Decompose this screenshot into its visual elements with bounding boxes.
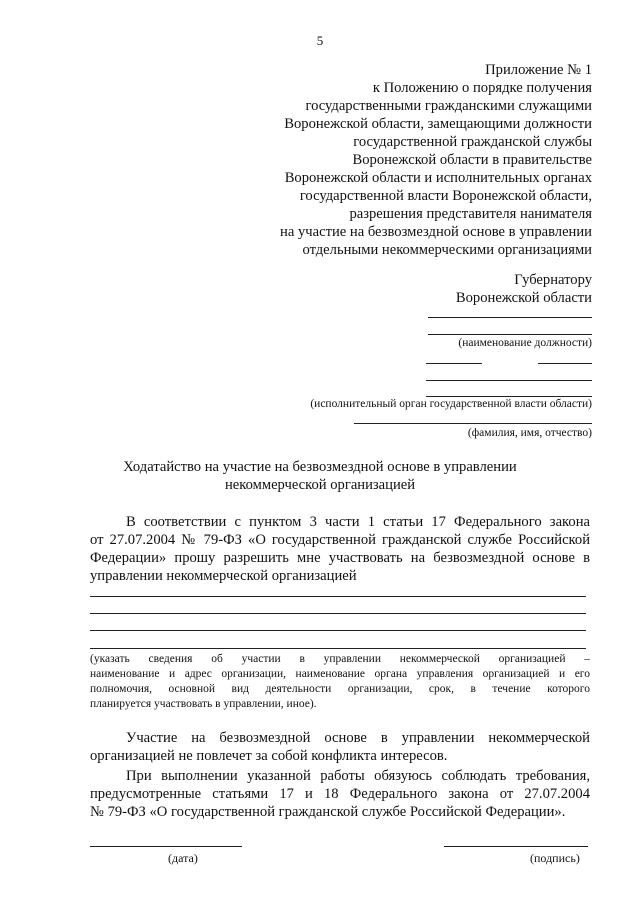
- appendix-line: Воронежской области, замещающими должности: [284, 116, 592, 132]
- blank-line: [90, 613, 586, 614]
- addressee-block: [456, 271, 592, 307]
- paragraph-line: Федерации» прошу разрешить мне участвовать на безвозмездной основе в: [90, 550, 590, 566]
- blank-line: [90, 648, 586, 649]
- hint-line: планируется участвовать в управлении, иное).: [90, 698, 317, 710]
- addressee-line: Воронежской области: [455, 290, 592, 306]
- document-title: [0, 458, 640, 494]
- paragraph-line: организацией не повлечет за собой конфликта интересов.: [90, 748, 448, 764]
- hint-line: (указать сведения об участии в управлении некоммерческой организацией –: [90, 653, 590, 665]
- paragraph-line: При выполнении указанной работы обязуюсь соблюдать требования,: [126, 768, 590, 784]
- appendix-line: разрешения представителя нанимателя: [349, 206, 592, 222]
- blank-line: [354, 423, 592, 424]
- organ-caption: (исполнительный орган государственной власти области): [310, 398, 592, 410]
- blank-line: [538, 363, 592, 364]
- appendix-line: отдельными некоммерческими организациями: [302, 242, 592, 258]
- title-line: некоммерческой организацией: [224, 477, 416, 493]
- position-caption: (наименование должности): [458, 337, 592, 349]
- appendix-line: Воронежской области и исполнительных органах: [284, 170, 592, 186]
- blank-line: [428, 334, 592, 335]
- request-paragraph: [90, 513, 590, 585]
- signature-label: (подпись): [530, 851, 580, 865]
- appendix-line: на участие на безвозмездной основе в управлении: [280, 224, 592, 240]
- paragraph-line: управлении некоммерческой организацией: [90, 568, 357, 584]
- title-line: Ходатайство на участие на безвозмездной основе в управлении: [123, 459, 517, 475]
- hint-line: полномочия, основной вид деятельности организации, срок, в течение которого: [90, 683, 590, 695]
- conflict-paragraph: [90, 729, 590, 765]
- blank-line: [426, 396, 592, 397]
- blank-line: [428, 317, 592, 318]
- page-number: 5: [316, 33, 324, 48]
- signature-line: [444, 846, 588, 847]
- appendix-line: государственными гражданскими служащими: [305, 98, 592, 114]
- blank-line: [90, 630, 586, 631]
- addressee-line: Губернатору: [514, 272, 592, 288]
- paragraph-line: В соответствии с пунктом 3 части 1 статьи 17 Федерального закона: [126, 514, 590, 530]
- obligation-paragraph: [90, 767, 590, 821]
- hint-line: наименование и адрес организации, наименование органа управления организацией и его: [90, 668, 590, 680]
- appendix-header: [280, 61, 592, 259]
- blank-line: [90, 596, 586, 597]
- appendix-line: государственной власти Воронежской области,: [299, 188, 592, 204]
- details-hint: [90, 652, 590, 712]
- blank-line: [426, 380, 592, 381]
- appendix-line: к Положению о порядке получения: [372, 80, 592, 96]
- paragraph-line: № 79-ФЗ «О государственной гражданской службе Российской Федерации».: [90, 804, 566, 820]
- blank-line: [426, 363, 482, 364]
- appendix-line: Приложение № 1: [485, 62, 592, 78]
- paragraph-line: Участие на безвозмездной основе в управлении некоммерческой: [126, 730, 590, 746]
- date-signature-line: [90, 846, 242, 847]
- appendix-line: Воронежской области в правительстве: [352, 152, 592, 168]
- appendix-line: государственной гражданской службы: [353, 134, 592, 150]
- paragraph-line: предусмотренные статьями 17 и 18 Федерального закона от 27.07.2004: [90, 786, 590, 802]
- paragraph-line: от 27.07.2004 № 79-ФЗ «О государственной гражданской службе Российской: [90, 532, 590, 548]
- date-label: (дата): [168, 851, 198, 865]
- fio-caption: (фамилия, имя, отчество): [467, 427, 592, 439]
